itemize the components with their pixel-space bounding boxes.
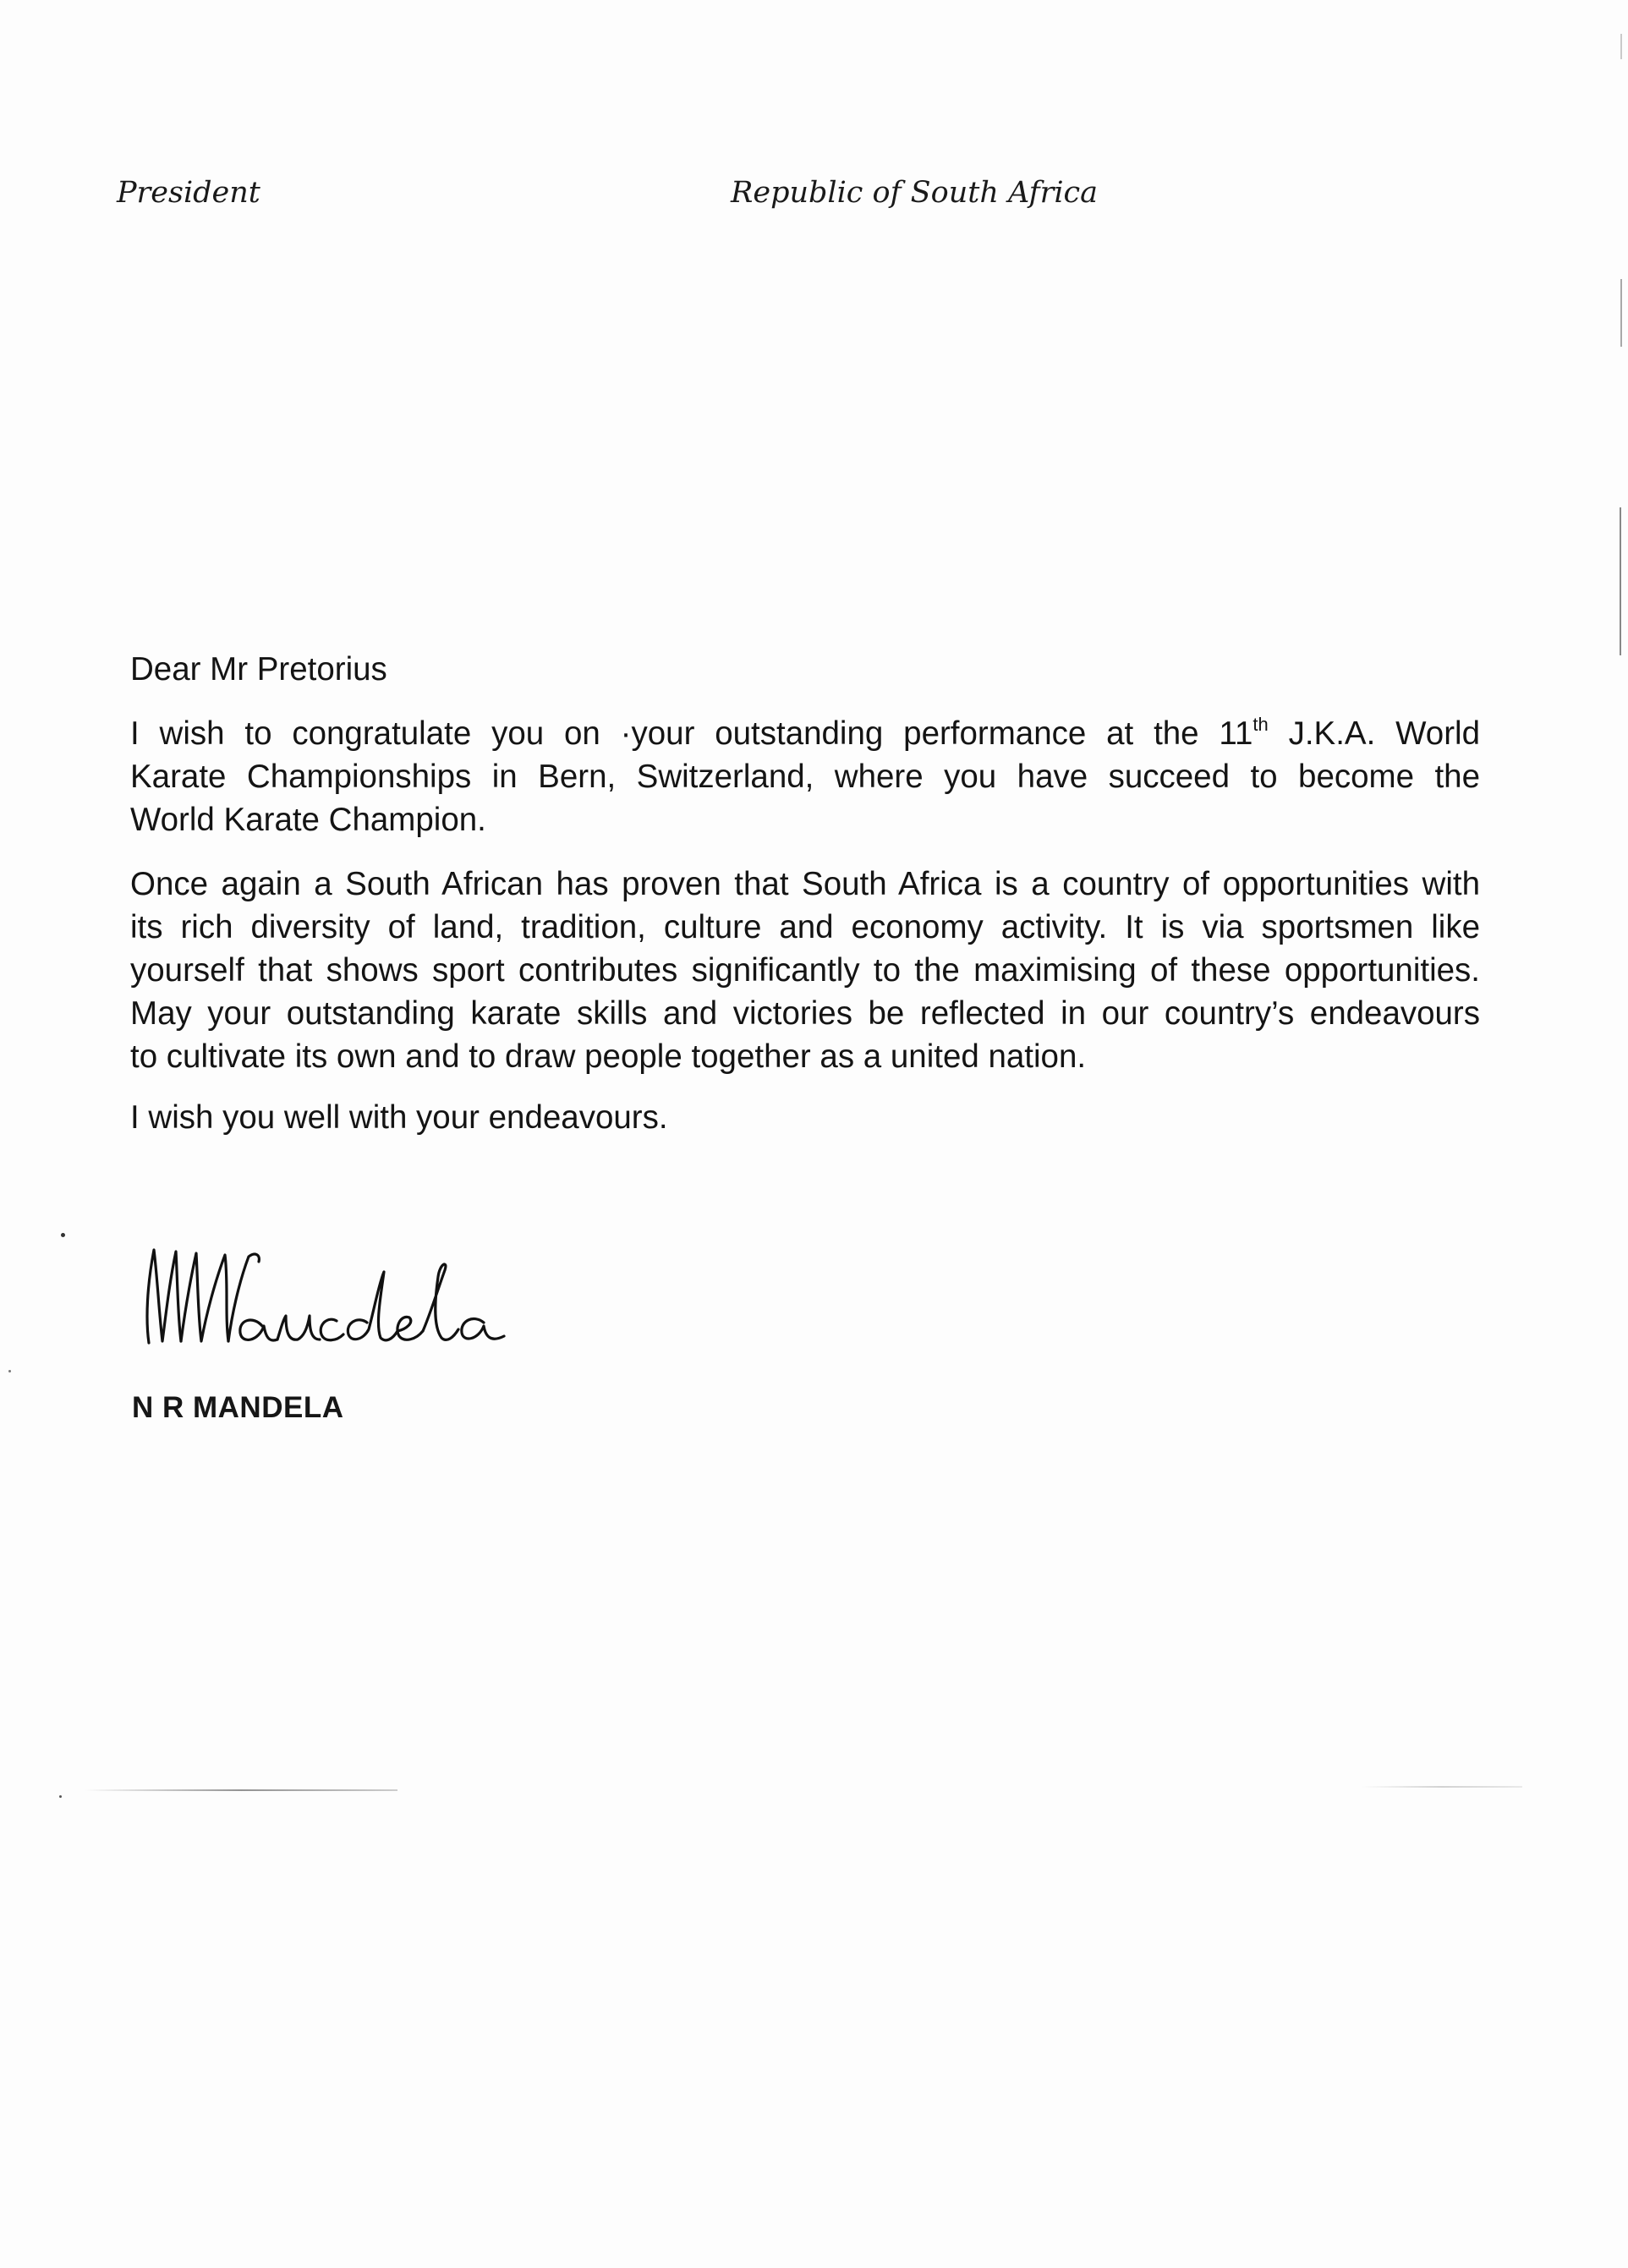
signatory-name: N R MANDELA [132,1391,344,1424]
scan-speck [59,1795,62,1798]
scan-speck [8,1370,11,1372]
salutation: Dear Mr Pretorius [130,651,387,688]
letterhead-title-president: President [117,176,260,210]
letterhead-country: Republic of South Africa [731,176,1099,210]
closing-line: I wish you well with your endeavours. [130,1099,668,1136]
ordinal-superscript: th [1253,714,1269,735]
handwritten-signature [137,1235,526,1361]
paragraph-line [130,712,1480,755]
paragraph-congratulation [130,712,1480,841]
scan-line-artifact [1362,1786,1522,1788]
paragraph-line: yourself that shows sport contributes significantly to the maximising of these opportunities. [130,952,1480,989]
paragraph-south-africa [130,863,1480,1078]
paragraph-line-text: I wish to congratulate you on ·your outstanding performance at the 11 [130,715,1253,752]
paragraph-line: to cultivate its own and to draw people together as a united nation. [130,1038,1087,1075]
paragraph-line: Karate Championships in Bern, Switzerland, where you have succeed to become the [130,759,1480,795]
scan-edge-artifact [1620,34,1622,59]
scan-edge-artifact [1620,507,1621,655]
paragraph-line: World Karate Champion. [130,802,486,838]
scan-edge-artifact [1620,279,1622,347]
paragraph-line-text: J.K.A. World [1268,715,1480,752]
paragraph-line: Once again a South African has proven that South Africa is a country of opportunities with [130,866,1480,902]
scan-line-artifact [85,1789,397,1791]
scan-speck [61,1233,65,1237]
paragraph-line: its rich diversity of land, tradition, culture and economy activity. It is via sportsmen like [130,909,1480,945]
paragraph-line: May your outstanding karate skills and victories be reflected in our country’s endeavours [130,995,1480,1032]
